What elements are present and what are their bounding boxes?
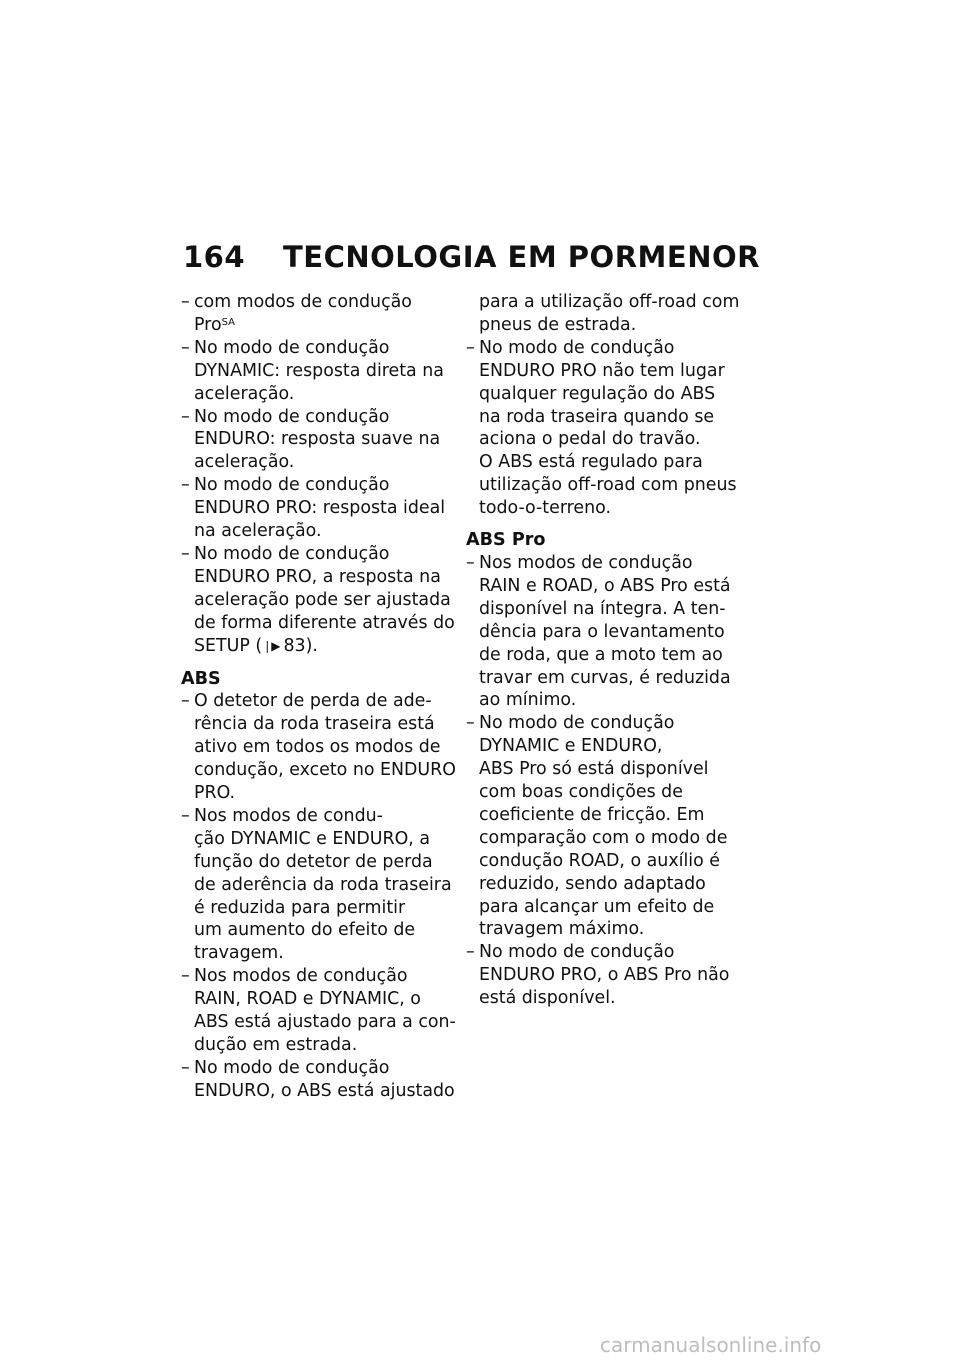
list-dash: –	[181, 543, 190, 564]
text-line	[194, 1080, 453, 1103]
text-line	[194, 828, 453, 851]
text-line-content: DYNAMIC: resposta direta na	[194, 360, 444, 381]
text-line-content: SETUP (	[194, 635, 263, 656]
list-dash: –	[181, 1057, 190, 1078]
text-line	[479, 735, 746, 758]
text-line	[479, 337, 746, 360]
page-header	[183, 240, 760, 274]
text-line	[194, 406, 453, 429]
text-line-content: disponível na íntegra. A ten-	[479, 598, 726, 619]
text-line-content: DYNAMIC e ENDURO,	[479, 736, 663, 757]
text-line-content: reduzido, sendo adaptado	[479, 873, 706, 894]
text-line-content: ENDURO PRO não tem lugar	[479, 360, 725, 381]
list-item	[181, 965, 456, 1057]
text-line	[194, 635, 453, 659]
text-line-content: qualquer regulação do ABS	[479, 383, 716, 404]
continuation-line: para a utilização off-road com	[479, 292, 740, 312]
list-dash: –	[466, 337, 475, 358]
text-line-content: No modo de condução	[194, 475, 390, 496]
list-item	[466, 712, 746, 941]
text-line	[479, 873, 746, 896]
list-item	[181, 1057, 453, 1103]
text-line-content: rência da roda traseira está	[194, 714, 435, 735]
text-line-content: PRO.	[194, 783, 236, 804]
text-line	[479, 987, 746, 1010]
text-line	[194, 337, 453, 360]
text-line	[194, 360, 453, 383]
text-line-content: na aceleração.	[194, 521, 322, 542]
text-line	[479, 644, 746, 667]
text-line	[479, 804, 746, 827]
text-line-content: No modo de condução	[479, 942, 675, 963]
text-line	[194, 782, 453, 805]
text-line-content: de forma diferente através do	[194, 612, 455, 633]
list-dash: –	[181, 292, 190, 312]
text-line	[479, 552, 746, 575]
list-dash: –	[181, 406, 190, 427]
section-title: TECNOLOGIA EM PORMENOR	[283, 240, 760, 274]
text-line	[194, 1057, 453, 1080]
text-line-content: é reduzida para permitir	[194, 897, 406, 918]
right-column	[466, 291, 746, 1010]
text-line-content: ção DYNAMIC e ENDURO, a	[194, 828, 430, 849]
text-line-content: na roda traseira quando se	[479, 406, 715, 427]
continuation-line: pneus de estrada.	[479, 314, 637, 335]
text-line-content: condução ROAD, o auxílio é	[479, 850, 720, 871]
list-item	[181, 805, 453, 965]
text-line	[194, 451, 453, 474]
text-line	[479, 621, 746, 644]
text-line	[479, 758, 746, 781]
list-item	[181, 337, 453, 406]
text-line-content: Nos modos de condução	[194, 966, 408, 987]
text-line	[479, 428, 746, 451]
text-line-content: ao mínimo.	[479, 690, 577, 711]
list-dash: –	[466, 942, 475, 963]
list-item	[181, 543, 453, 659]
text-line	[194, 851, 453, 874]
text-line-content: Nos modos de condu-	[194, 805, 383, 826]
abs-heading: ABS	[181, 668, 221, 689]
watermark-text: carmanualsonline.info	[600, 1333, 822, 1357]
text-line	[194, 759, 456, 782]
text-line	[479, 451, 746, 474]
text-line-content: No modo de condução	[194, 543, 390, 564]
text-line-content: aceleração pode ser ajustada	[194, 589, 451, 610]
list-dash: –	[466, 713, 475, 734]
page-reference-link[interactable]: 83).	[283, 635, 318, 656]
list-item	[466, 337, 746, 520]
text-line-content: No modo de condução	[194, 337, 390, 358]
text-line	[479, 598, 746, 621]
text-line	[479, 406, 746, 429]
text-line-content: com boas condições de	[479, 782, 683, 803]
page-number: 164	[183, 240, 246, 274]
text-line	[194, 919, 453, 942]
text-line-content: com modos de condução	[194, 292, 412, 312]
text-line-content: de roda, que a moto tem ao	[479, 644, 723, 665]
text-line	[194, 520, 453, 543]
text-line-content: função do detetor de perda	[194, 851, 433, 872]
text-line	[194, 897, 453, 920]
list-item	[181, 291, 453, 337]
text-line-content: ENDURO: resposta suave na	[194, 429, 441, 450]
list-dash: –	[181, 691, 190, 712]
list-dash: –	[466, 552, 475, 573]
text-line-content: Pro	[194, 314, 222, 335]
text-line-content: ENDURO PRO: resposta ideal	[194, 498, 446, 519]
text-line	[194, 428, 453, 451]
text-line	[194, 805, 453, 828]
text-line	[479, 360, 746, 383]
text-line-content: comparação com o modo de	[479, 827, 728, 848]
text-line-content: RAIN e ROAD, o ABS Pro está	[479, 575, 731, 596]
text-line	[479, 850, 746, 873]
list-item	[181, 690, 456, 805]
text-line	[194, 988, 453, 1011]
text-line	[194, 1034, 453, 1057]
text-line	[194, 291, 453, 314]
superscript-label: SA	[221, 316, 235, 328]
text-line-content: para alcançar um efeito de	[479, 896, 715, 917]
text-line-content: No modo de condução	[479, 713, 675, 734]
text-line	[194, 965, 453, 988]
text-line	[479, 667, 746, 690]
text-line-content: ABS está ajustado para a con-	[194, 1012, 456, 1033]
page-reference-arrow-icon[interactable]: ❘▶	[262, 638, 280, 653]
text-line-content: utilização off-road com pneus	[479, 475, 737, 496]
text-line-content: aceleração.	[194, 452, 295, 473]
text-line-content: aciona o pedal do travão.	[479, 429, 701, 450]
text-line-content: ABS Pro só está disponível	[479, 759, 709, 780]
text-line	[194, 474, 453, 497]
text-line	[194, 713, 453, 736]
text-line	[194, 383, 453, 406]
list-dash: –	[181, 475, 190, 496]
text-line-content: dução em estrada.	[194, 1035, 358, 1055]
list-dash: –	[181, 337, 190, 358]
text-line-content: um aumento do efeito de	[194, 920, 416, 941]
text-line	[479, 383, 746, 406]
text-line-content: coeficiente de fricção. Em	[479, 804, 705, 825]
text-line	[194, 612, 453, 635]
list-item	[466, 941, 746, 1010]
text-line-content: travagem.	[194, 943, 284, 964]
text-line-content: aceleração.	[194, 383, 295, 404]
text-line	[194, 497, 453, 520]
text-line	[479, 964, 746, 987]
text-line-content: RAIN, ROAD e DYNAMIC, o	[194, 989, 421, 1010]
text-line-content: travar em curvas, é reduzida	[479, 667, 731, 688]
text-line-content: Nos modos de condução	[479, 552, 693, 573]
text-line	[479, 896, 746, 919]
text-line	[479, 712, 746, 735]
text-line	[194, 314, 453, 337]
text-line-content: travagem máximo.	[479, 919, 645, 940]
text-line	[479, 941, 746, 964]
left-column	[181, 291, 456, 1103]
text-line-content: ENDURO, o ABS está ajustado	[194, 1080, 455, 1101]
list-dash: –	[181, 805, 190, 826]
list-item	[466, 552, 746, 712]
text-line	[194, 736, 453, 759]
text-line	[194, 543, 453, 566]
text-line-content: ativo em todos os modos de	[194, 737, 441, 758]
text-line-content: ENDURO PRO, o ABS Pro não	[479, 965, 730, 986]
text-line	[194, 690, 453, 713]
text-line	[194, 566, 453, 589]
list-item	[181, 406, 453, 475]
text-line-content: No modo de condução	[194, 406, 390, 427]
text-line	[194, 942, 453, 965]
text-line	[194, 589, 453, 612]
text-line-content: O detetor de perda de ade-	[194, 691, 432, 712]
text-line-content: de aderência da roda traseira	[194, 874, 452, 895]
text-line-content: condução, exceto no ENDURO	[194, 760, 456, 781]
text-line	[479, 918, 746, 941]
text-line-content: No modo de condução	[194, 1057, 390, 1078]
text-line	[479, 575, 746, 598]
text-line	[479, 497, 746, 520]
text-line-content: está disponível.	[479, 988, 616, 1009]
text-line	[479, 689, 746, 712]
text-line	[479, 474, 746, 497]
text-line-content: O ABS está regulado para	[479, 452, 703, 473]
text-line	[479, 827, 746, 850]
list-item	[181, 474, 453, 543]
text-line-content: dência para o levantamento	[479, 621, 725, 642]
text-line-content: No modo de condução	[479, 337, 675, 358]
abs-pro-heading: ABS Pro	[466, 530, 546, 551]
text-line-content: todo-o-terreno.	[479, 498, 612, 519]
text-line-content: ENDURO PRO, a resposta na	[194, 566, 441, 587]
text-line	[479, 781, 746, 804]
list-dash: –	[181, 966, 190, 987]
text-line	[194, 874, 453, 897]
text-line	[194, 1011, 456, 1034]
